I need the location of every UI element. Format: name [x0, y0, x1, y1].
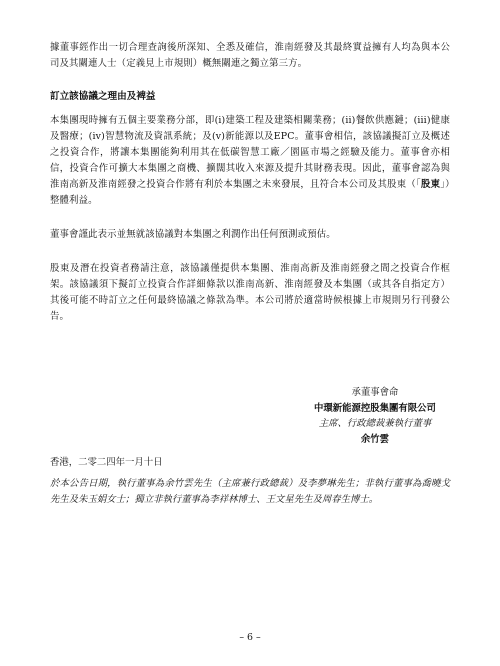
caution-paragraph: 股東及潛在投資者務請注意，該協議僅提供本集團、淮南高新及淮南經發之間之投資合作框架。該協議須下擬訂立投資合作詳細條款以淮南高新、淮南經發及本集團（或其各自指定方）其後可能不時訂立之任何最終協議之條款為準。本公司將於適當時候根據上市規則另行刊發公告。: [50, 263, 450, 322]
signature-block: [300, 385, 450, 447]
company-name: 中環新能源控股集團有限公司: [314, 402, 436, 414]
date-line: 香港，二零二四年一月十日: [50, 457, 163, 468]
intro-paragraph: 據董事經作出一切合理查詢後所深知、全悉及確信，淮南經發及其最終實益擁有人均為與本公司及其關連人士（定義見上市規則）概無關連之獨立第三方。: [50, 42, 450, 69]
by-order-label: 承董事會命: [351, 387, 399, 398]
defined-term-shareholders: 股東: [420, 179, 441, 190]
section-heading: 訂立該協議之理由及裨益: [50, 91, 156, 102]
reasons-text-part1: 本集團現時擁有五個主要業務分部，即(i)建築工程及建築相關業務；(ii)餐飲供應鏈；(iii)健康及醫療；(iv)智慧物流及資訊系統；及(v)新能源以及EPC。董事會相信，該協議擬訂立及概述之投資合作，將讓本集團能夠利用其在低碳智慧工廠／園區市場之經驗及能力。董事會亦相信，投資合作可擴大本集團之商機、擴闊其收入來源及提升其財務表現。因此，董事會認為與淮南高新及淮南經發之投資合作將有利於本集團之未來發展，且符合本公司及其股東（「: [50, 115, 450, 190]
reasons-paragraph: [50, 113, 450, 209]
fairness-paragraph: 董事會謹此表示並無就該協議對本集團之利潤作出任何預測或預估。: [50, 229, 336, 240]
page-number: – 6 –: [239, 632, 261, 643]
reasons-text-part2: 」）整體利益。: [50, 179, 450, 206]
directors-paragraph: 於本公告日期，執行董事為余竹雲先生（主席兼行政總裁）及李夢琳先生；非執行董事為喬曉戈先生及朱玉娟女士；獨立非執行董事為李祥林博士、王文星先生及周春生博士。: [50, 478, 450, 505]
document-body: [50, 40, 450, 325]
signer-role: 主席、行政總裁兼執行董事: [318, 418, 432, 429]
signer-name: 余竹雲: [360, 433, 390, 445]
